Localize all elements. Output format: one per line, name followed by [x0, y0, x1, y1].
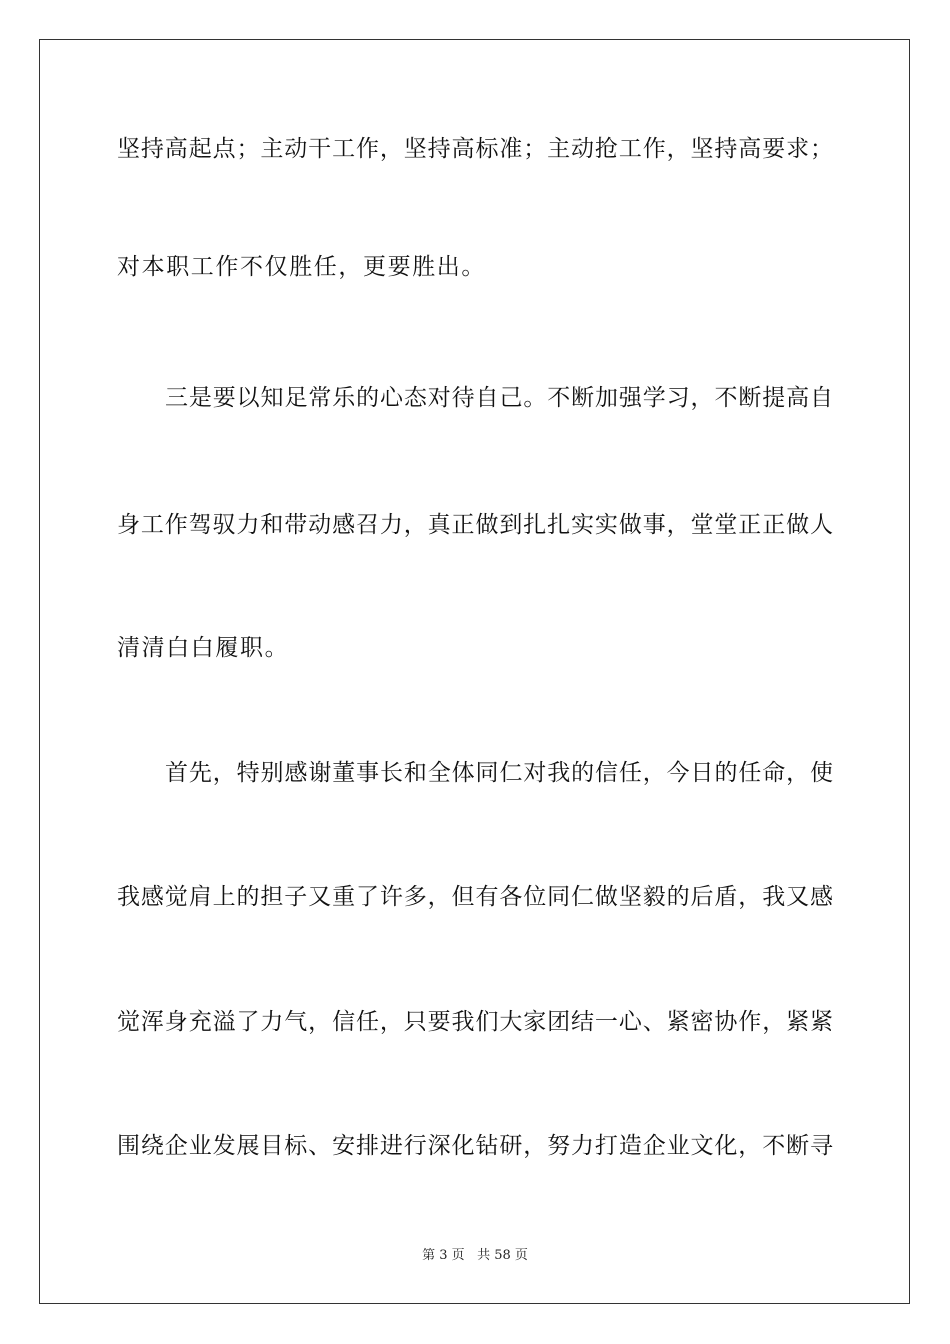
text-line: 坚持高起点；主动干工作，坚持高标准；主动抢工作，坚持高要求； — [117, 136, 833, 162]
page-border — [39, 39, 910, 1304]
text-line: 三是要以知足常乐的心态对待自己。不断加强学习，不断提高自 — [165, 385, 833, 411]
text-line: 围绕企业发展目标、安排进行深化钻研，努力打造企业文化，不断寻 — [117, 1133, 833, 1159]
text-line: 对本职工作不仅胜任，更要胜出。 — [117, 254, 486, 280]
text-line: 清清白白履职。 — [117, 635, 290, 661]
text-line: 觉浑身充溢了力气，信任，只要我们大家团结一心、紧密协作，紧紧 — [117, 1009, 833, 1035]
total-pages: 共 58 页 — [477, 1248, 528, 1263]
text-line: 身工作驾驭力和带动感召力，真正做到扎扎实实做事，堂堂正正做人 — [117, 512, 833, 538]
text-line: 首先，特别感谢董事长和全体同仁对我的信任，今日的任命，使 — [165, 760, 833, 786]
page-footer — [0, 1247, 950, 1265]
text-line: 我感觉肩上的担子又重了许多，但有各位同仁做坚毅的后盾，我又感 — [117, 884, 833, 910]
page-number: 第 3 页 — [422, 1248, 465, 1263]
